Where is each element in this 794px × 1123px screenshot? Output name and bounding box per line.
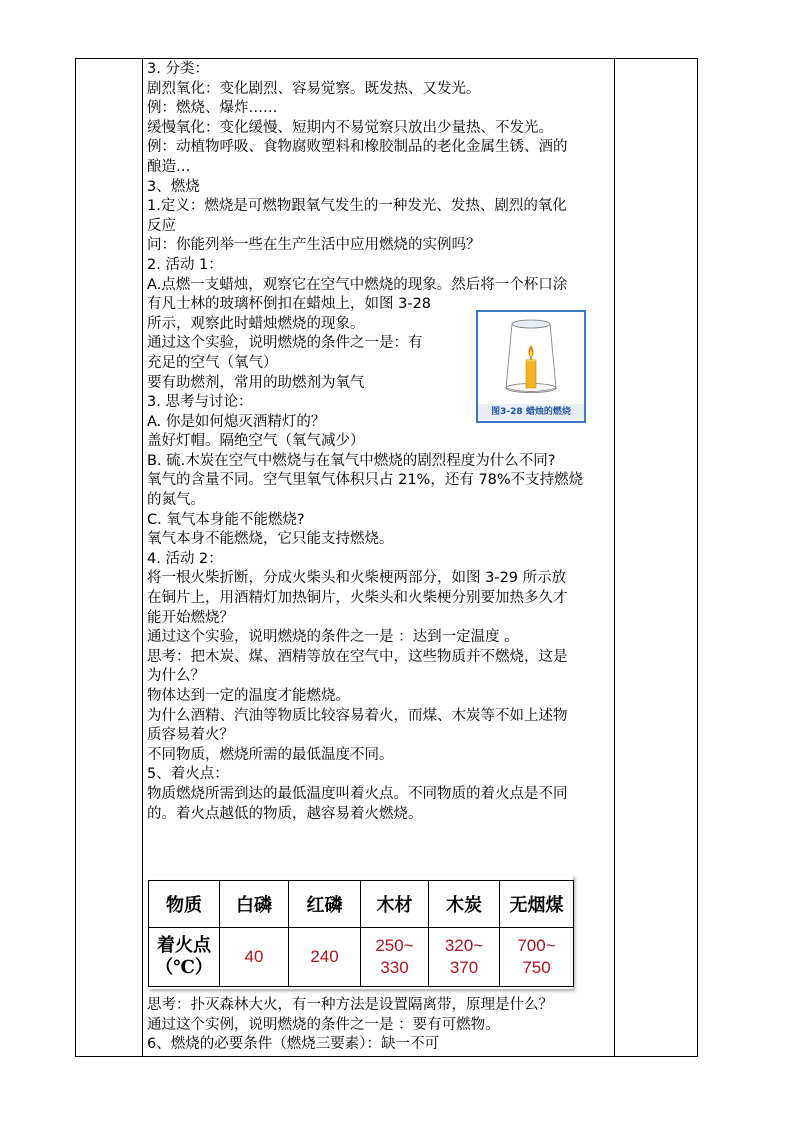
table-header-cell: 白磷 bbox=[220, 881, 289, 928]
text-line: 不同物质，燃烧所需的最低温度不同。 bbox=[147, 746, 394, 763]
table-cell bbox=[500, 928, 574, 987]
text-line: A.点燃一支蜡烛，观察它在空气中燃烧的现象。然后将一个杯口涂 bbox=[147, 276, 568, 293]
text-line: 思考：扑灭森林大火，有一种方法是设置隔离带，原理是什么？ bbox=[147, 997, 553, 1013]
text-line: 的氮气。 bbox=[147, 492, 205, 509]
table-header-row bbox=[149, 881, 574, 928]
table-cell bbox=[220, 928, 289, 987]
text-line: A. 你是如何熄灭酒精灯的？ bbox=[147, 413, 326, 430]
table-header-cell: 红磷 bbox=[289, 881, 361, 928]
text-line: 通过这个实验，说明燃烧的条件之一是：有 bbox=[147, 335, 423, 352]
cell-line: 750 bbox=[522, 958, 551, 977]
text-line: 充足的空气（氧气） bbox=[147, 354, 278, 371]
figure-caption: 图3-28 蜡烛的燃烧 bbox=[478, 404, 584, 420]
column-divider-left bbox=[142, 59, 143, 1056]
text-line: 缓慢氧化：变化缓慢、短期内不易觉察只放出少量热、不发光。 bbox=[147, 119, 553, 136]
text-line: 思考：把木炭、煤、酒精等放在空气中，这些物质并不燃烧，这是 bbox=[147, 648, 568, 665]
text-line: 氧气的含量不同。空气里氧气体积只占 21%，还有 78%不支持燃烧 bbox=[147, 472, 584, 489]
text-line: 反应 bbox=[147, 217, 176, 234]
text-line: 4. 活动 2： bbox=[147, 550, 223, 567]
text-line: 物质燃烧所需到达的最低温度叫着火点。不同物质的着火点是不同 bbox=[147, 785, 568, 802]
table-header-cell: 无烟煤 bbox=[500, 881, 574, 928]
text-line: 质容易着火？ bbox=[147, 727, 234, 744]
column-divider-right bbox=[614, 59, 615, 1056]
text-line: 将一根火柴折断，分成火柴头和火柴梗两部分，如图 3-29 所示放 bbox=[147, 570, 567, 587]
candle-figure bbox=[476, 310, 586, 423]
table-header-cell: 木炭 bbox=[429, 881, 500, 928]
text-line: 酿造… bbox=[147, 158, 191, 175]
cell-line: 700~ bbox=[517, 936, 556, 955]
text-line: 6、燃烧的必要条件（燃烧三要素）：缺一不可 bbox=[147, 1036, 439, 1053]
text-line: B. 硫.木炭在空气中燃烧与在氧气中燃烧的剧烈程度为什么不同? bbox=[147, 452, 556, 469]
text-line: 有凡士林的玻璃杯倒扣在蜡烛上，如图 3-28 bbox=[147, 296, 432, 313]
text-line: 3. 分类： bbox=[147, 61, 209, 77]
text-line: 3. 思考与讨论： bbox=[147, 394, 253, 411]
text-line: 为什么？ bbox=[147, 668, 205, 685]
text-line: C. 氧气本身能不能燃烧? bbox=[147, 511, 305, 528]
table-row bbox=[149, 928, 574, 987]
cell-line: 40 bbox=[244, 947, 264, 966]
text-line: 要有助燃剂，常用的助燃剂为氧气 bbox=[147, 374, 365, 391]
text-line: 盖好灯帽。隔绝空气（氧气减少） bbox=[147, 433, 365, 450]
text-line: 氧气本身不能燃烧，它只能支持燃烧。 bbox=[147, 531, 394, 548]
text-line: 的。着火点越低的物质，越容易着火燃烧。 bbox=[147, 805, 423, 822]
text-line: 通过这个实验，说明燃烧的条件之一是 ：达到一定温度 。 bbox=[147, 629, 519, 646]
ignition-point-label bbox=[149, 928, 220, 987]
table-cell bbox=[429, 928, 500, 987]
text-line: 在铜片上，用酒精灯加热铜片，火柴头和火柴梗分别要加热多久才 bbox=[147, 590, 568, 607]
cell-line: 320~ bbox=[444, 936, 484, 955]
table-header-cell: 木材 bbox=[361, 881, 429, 928]
lesson-content-continued bbox=[147, 996, 612, 1055]
text-line: 物体达到一定的温度才能燃烧。 bbox=[147, 688, 350, 704]
text-line: 问：你能列举一些在生产生活中应用燃烧的实例吗？ bbox=[147, 237, 481, 254]
label-line: 着火点 bbox=[157, 935, 211, 956]
text-line: 为什么酒精、汽油等物质比较容易着火，而煤、木炭等不如上述物 bbox=[147, 707, 568, 724]
text-line: 例：动植物呼吸、食物腐败塑料和橡胶制品的老化金属生锈、酒的 bbox=[147, 139, 568, 156]
text-line: 剧烈氧化：变化剧烈、容易觉察。既发热、又发光。 bbox=[147, 80, 481, 97]
text-line: 所示，观察此时蜡烛燃烧的现象。 bbox=[147, 315, 365, 332]
text-line: 通过这个实例，说明燃烧的条件之一是 ：要有可燃物。 bbox=[147, 1016, 500, 1033]
text-line: 能开始燃烧？ bbox=[147, 609, 234, 626]
text-line: 1.定义：燃烧是可燃物跟氧气发生的一种发光、发热、剧烈的氧化 bbox=[147, 198, 567, 215]
lesson-content bbox=[147, 60, 612, 824]
candle-in-glass-illustration bbox=[478, 312, 584, 404]
table-cell bbox=[289, 928, 361, 987]
ignition-point-table bbox=[148, 880, 574, 987]
label-unit: （℃） bbox=[155, 957, 213, 978]
text-line: 例：燃烧、爆炸…… bbox=[147, 100, 278, 117]
cell-line: 330 bbox=[380, 958, 409, 977]
text-line: 5、着火点： bbox=[147, 766, 229, 783]
text-line: 3、燃烧 bbox=[147, 178, 200, 195]
table-cell bbox=[361, 928, 429, 987]
cell-line: 370 bbox=[449, 958, 479, 977]
cell-line: 240 bbox=[310, 947, 339, 966]
cell-line: 250~ bbox=[375, 936, 414, 955]
table-header-cell: 物质 bbox=[149, 881, 220, 928]
text-line: 2. 活动 1： bbox=[147, 256, 223, 273]
